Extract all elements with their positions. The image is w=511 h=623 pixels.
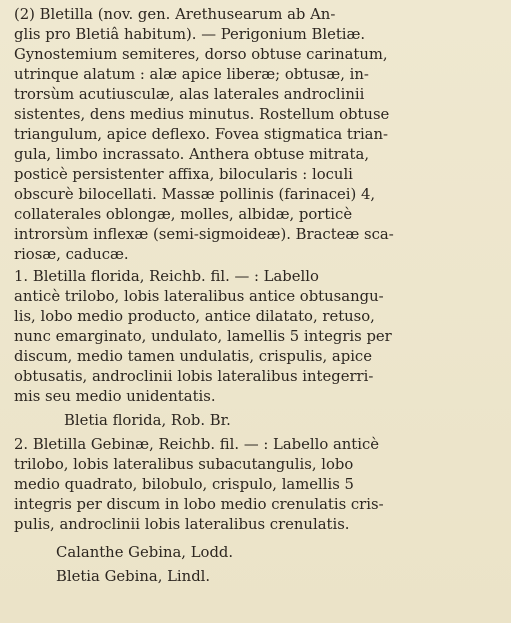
text-line: gula, limbo incrassato. Anthera obtuse mitrata, (14, 146, 370, 163)
text-line: mis seu medio unidentatis. (14, 388, 216, 405)
text-line: discum, medio tamen undulatis, crispulis, apice (14, 348, 372, 365)
text-line: medio quadrato, bilobulo, crispulo, lamellis 5 (14, 476, 354, 493)
text-line: utrinque alatum : alæ apice liberæ; obtusæ, in- (14, 66, 369, 83)
text-line: anticè trilobo, lobis lateralibus antice obtusangu- (14, 288, 384, 305)
text-line: Bletia Gebina, Lindl. (56, 568, 211, 585)
text-line: sistentes, dens medius minutus. Rostellum obtuse (14, 106, 390, 123)
text-line: lis, lobo medio producto, antice dilatato, retuso, (14, 308, 375, 325)
text-line: Bletia florida, Rob. Br. (64, 412, 231, 429)
text-line: posticè persistenter affixa, bilocularis : loculi (14, 166, 353, 183)
text-line: glis pro Bletiâ habitum). — Perigonium Bletiæ. (14, 26, 366, 43)
text-line: Gynostemium semiteres, dorso obtuse carinatum, (14, 46, 388, 63)
text-line: integris per discum in lobo medio crenulatis cris- (14, 496, 384, 513)
text-line: 2. Bletilla Gebinæ, Reichb. fil. — : Labello anticè (14, 436, 380, 453)
text-line: introrsùm inflexæ (semi-sigmoideæ). Bracteæ sca- (14, 226, 394, 243)
text-line: obtusatis, androclinii lobis lateralibus integerri- (14, 368, 374, 385)
text-line: (2) Bletilla (nov. gen. Arethusearum ab An- (14, 6, 336, 23)
text-line: trilobo, lobis lateralibus subacutangulis, lobo (14, 456, 354, 473)
text-line: trorsùm acutiusculæ, alas laterales androclinii (14, 86, 365, 103)
text-line: Calanthe Gebina, Lodd. (56, 544, 234, 561)
text-line: triangulum, apice deflexo. Fovea stigmatica trian- (14, 126, 389, 143)
text-line: riosæ, caducæ. (14, 246, 129, 263)
text-line: nunc emarginato, undulato, lamellis 5 integris per (14, 328, 392, 345)
text-line: obscurè bilocellati. Massæ pollinis (farinacei) 4, (14, 186, 376, 203)
text-line: pulis, androclinii lobis lateralibus crenulatis. (14, 516, 350, 533)
text-line: 1. Bletilla florida, Reichb. fil. — : Labello (14, 268, 319, 285)
text-line: collaterales oblongæ, molles, albidæ, porticè (14, 206, 353, 223)
